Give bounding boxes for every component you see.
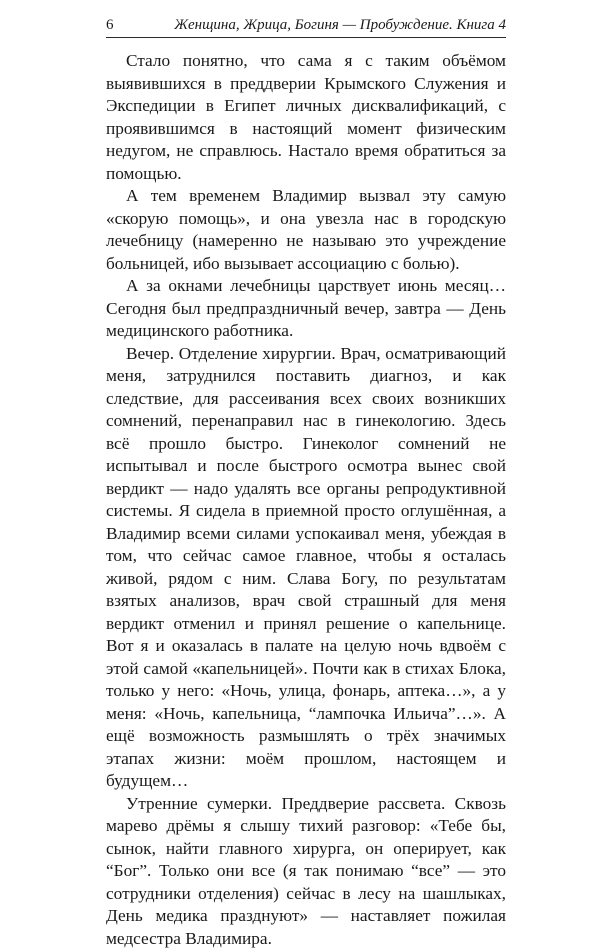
paragraph: Утренние сумерки. Преддверие рассвета. Сквозь марево дрёмы я слышу тихий разговор: «Тебе бы, сынок, найти главного хирурга, он оперирует, как “Бог”. Только они все (я так понимаю “все” — это сотрудники отделения) сейчас в лесу на шашлыках, День медика празднуют» — наставляет пожилая медсестра Владимира. [106,793,506,950]
page-number: 6 [106,17,114,34]
paragraph: Стало понятно, что сама я с таким объёмом выявившихся в преддверии Крымского Служения и Экспедиции в Египет личных дисквалификаций, с проявившимся в настоящий момент физическим недугом, не справлюсь. Настало время обратиться за помощью. [106,50,506,185]
running-title: Женщина, Жрица, Богиня — Пробуждение. Книга 4 [174,17,506,34]
paragraph: А тем временем Владимир вызвал эту самую «скорую помощь», и она увезла нас в городскую лечебницу (намеренно не называю это учреждение больницей, ибо вызывает ассоциацию с болью). [106,185,506,275]
body-text [106,50,506,950]
paragraph: Вечер. Отделение хирургии. Врач, осматривающий меня, затруднился поставить диагноз, и как следствие, для рассеивания всех своих возникших сомнений, перенаправил нас в гинекологию. Здесь всё прошло быстро. Гинеколог сомнений не испытывал и после быстрого осмотра вынес свой вердикт — надо удалять все органы репродуктивной системы. Я сидела в приемной просто оглушённая, а Владимир всеми силами успокаивал меня, убеждая в том, что сейчас самое главное, чтобы я осталась живой, рядом с ним. Слава Богу, по результатам взятых анализов, врач свой страшный для меня вердикт отменил и принял решение о капельнице. Вот я и оказалась в палате на целую ночь вдвоём с этой самой «капельницей». Почти как в стихах Блока, только у него: «Ночь, улица, фонарь, аптека…», а у меня: «Ночь, капельница, “лампочка Ильича”…». А ещё возможность размышлять о трёх значимых этапах жизни: моём прошлом, настоящем и будущем… [106,343,506,793]
paragraph: А за окнами лечебницы царствует июнь месяц… Сегодня был предпраздничный вечер, завтра — День медицинского работника. [106,275,506,343]
running-header [106,14,506,38]
